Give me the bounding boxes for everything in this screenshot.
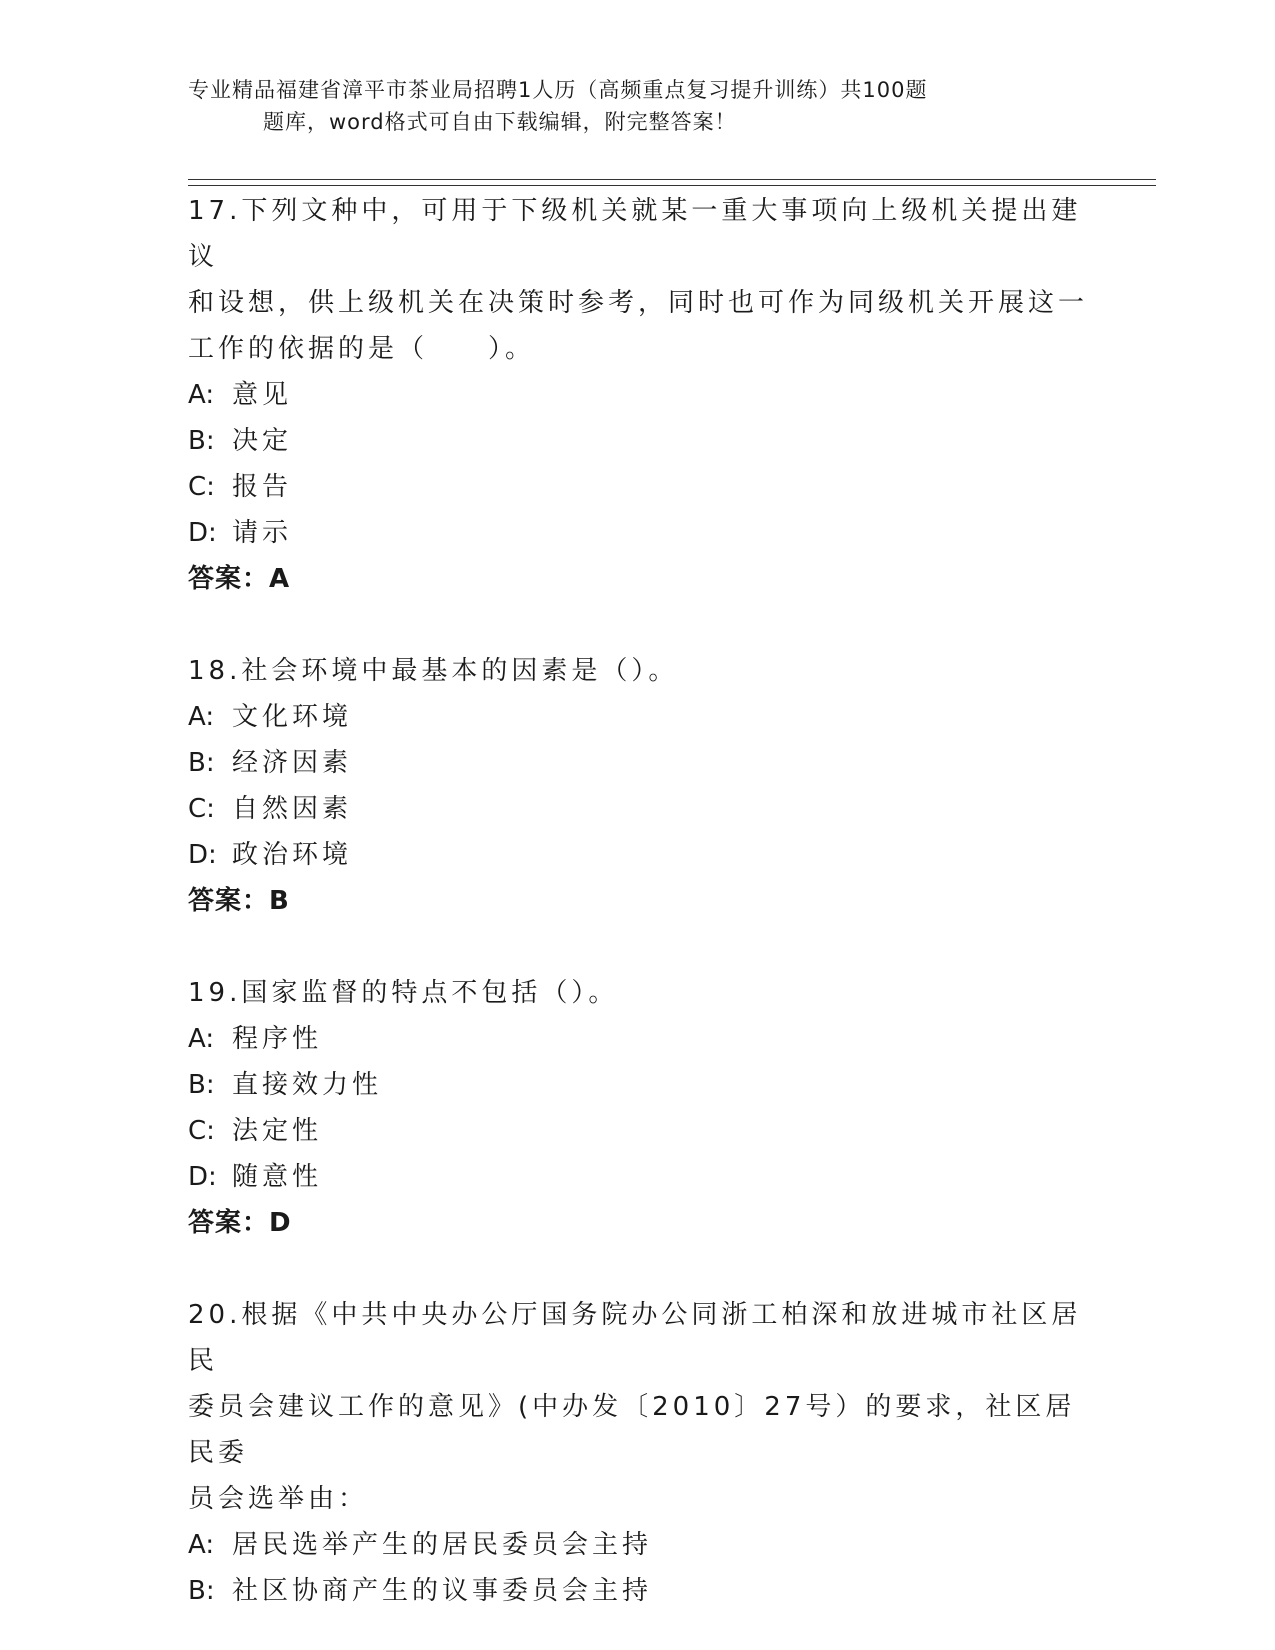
question-stem-line: 员会选举由： (188, 1484, 369, 1514)
option-key: D: (188, 840, 217, 870)
question-spacer (188, 1246, 1088, 1292)
option-text: 政治环境 (232, 840, 353, 870)
question-19 (188, 970, 1088, 1246)
option-text: 社区协商产生的议事委员会主持 (232, 1576, 653, 1606)
option-b (188, 740, 1088, 786)
answer-line: 答案：D (188, 1208, 292, 1238)
question-stem-line: 委员会建议工作的意见》(中办发〔2010〕27号）的要求，社区居民委 (188, 1392, 1076, 1468)
option-key: C: (188, 1116, 215, 1146)
option-a (188, 694, 1088, 740)
option-c (188, 464, 1088, 510)
option-c (188, 786, 1088, 832)
question-18 (188, 648, 1088, 924)
question-20 (188, 1292, 1088, 1614)
option-b (188, 1568, 1088, 1614)
answer-line: 答案：B (188, 886, 290, 916)
option-text: 自然因素 (232, 794, 353, 824)
option-c (188, 1108, 1088, 1154)
option-key: C: (188, 472, 215, 502)
option-d (188, 1154, 1088, 1200)
option-text: 决定 (232, 426, 293, 456)
option-key: B: (188, 426, 215, 456)
answer-line: 答案：A (188, 564, 291, 594)
option-key: B: (188, 1576, 215, 1606)
option-d (188, 510, 1088, 556)
option-text: 意见 (232, 380, 293, 410)
option-key: C: (188, 794, 215, 824)
option-b (188, 1062, 1088, 1108)
question-spacer (188, 924, 1088, 970)
option-text: 直接效力性 (232, 1070, 383, 1100)
question-stem-line: 19.国家监督的特点不包括（）。 (188, 978, 619, 1008)
option-a (188, 1522, 1088, 1568)
question-stem-line: 18.社会环境中最基本的因素是（）。 (188, 656, 679, 686)
header-divider-top (188, 179, 1156, 180)
option-key: A: (188, 1024, 215, 1054)
option-text: 居民选举产生的居民委员会主持 (232, 1530, 653, 1560)
question-17 (188, 188, 1088, 602)
option-text: 经济因素 (232, 748, 353, 778)
option-text: 请示 (232, 518, 293, 548)
header-divider-bottom (188, 185, 1156, 186)
option-key: D: (188, 518, 217, 548)
question-stem-line: 17.下列文种中，可用于下级机关就某一重大事项向上级机关提出建议 (188, 196, 1082, 272)
option-text: 法定性 (232, 1116, 323, 1146)
question-spacer (188, 602, 1088, 648)
option-key: D: (188, 1162, 217, 1192)
option-key: A: (188, 1530, 215, 1560)
question-list (188, 188, 1088, 1614)
header-title-line-2: 题库，word格式可自由下载编辑，附完整答案！ (263, 110, 737, 134)
option-text: 文化环境 (232, 702, 353, 732)
option-text: 随意性 (232, 1162, 323, 1192)
option-key: B: (188, 748, 215, 778)
option-b (188, 418, 1088, 464)
option-key: B: (188, 1070, 215, 1100)
header-title-line-1: 专业精品福建省漳平市茶业局招聘1人历（高频重点复习提升训练）共100题 (188, 78, 928, 102)
option-text: 报告 (232, 472, 293, 502)
option-d (188, 832, 1088, 878)
question-stem-line: 工作的依据的是（ ）。 (188, 334, 536, 364)
option-key: A: (188, 380, 215, 410)
document-header (188, 74, 1088, 138)
option-a (188, 372, 1088, 418)
question-stem-line: 20.根据《中共中央办公厅国务院办公同浙工柏深和放进城市社区居民 (188, 1300, 1082, 1376)
option-text: 程序性 (232, 1024, 323, 1054)
option-a (188, 1016, 1088, 1062)
option-key: A: (188, 702, 215, 732)
question-stem-line: 和设想，供上级机关在决策时参考，同时也可作为同级机关开展这一 (188, 288, 1089, 318)
